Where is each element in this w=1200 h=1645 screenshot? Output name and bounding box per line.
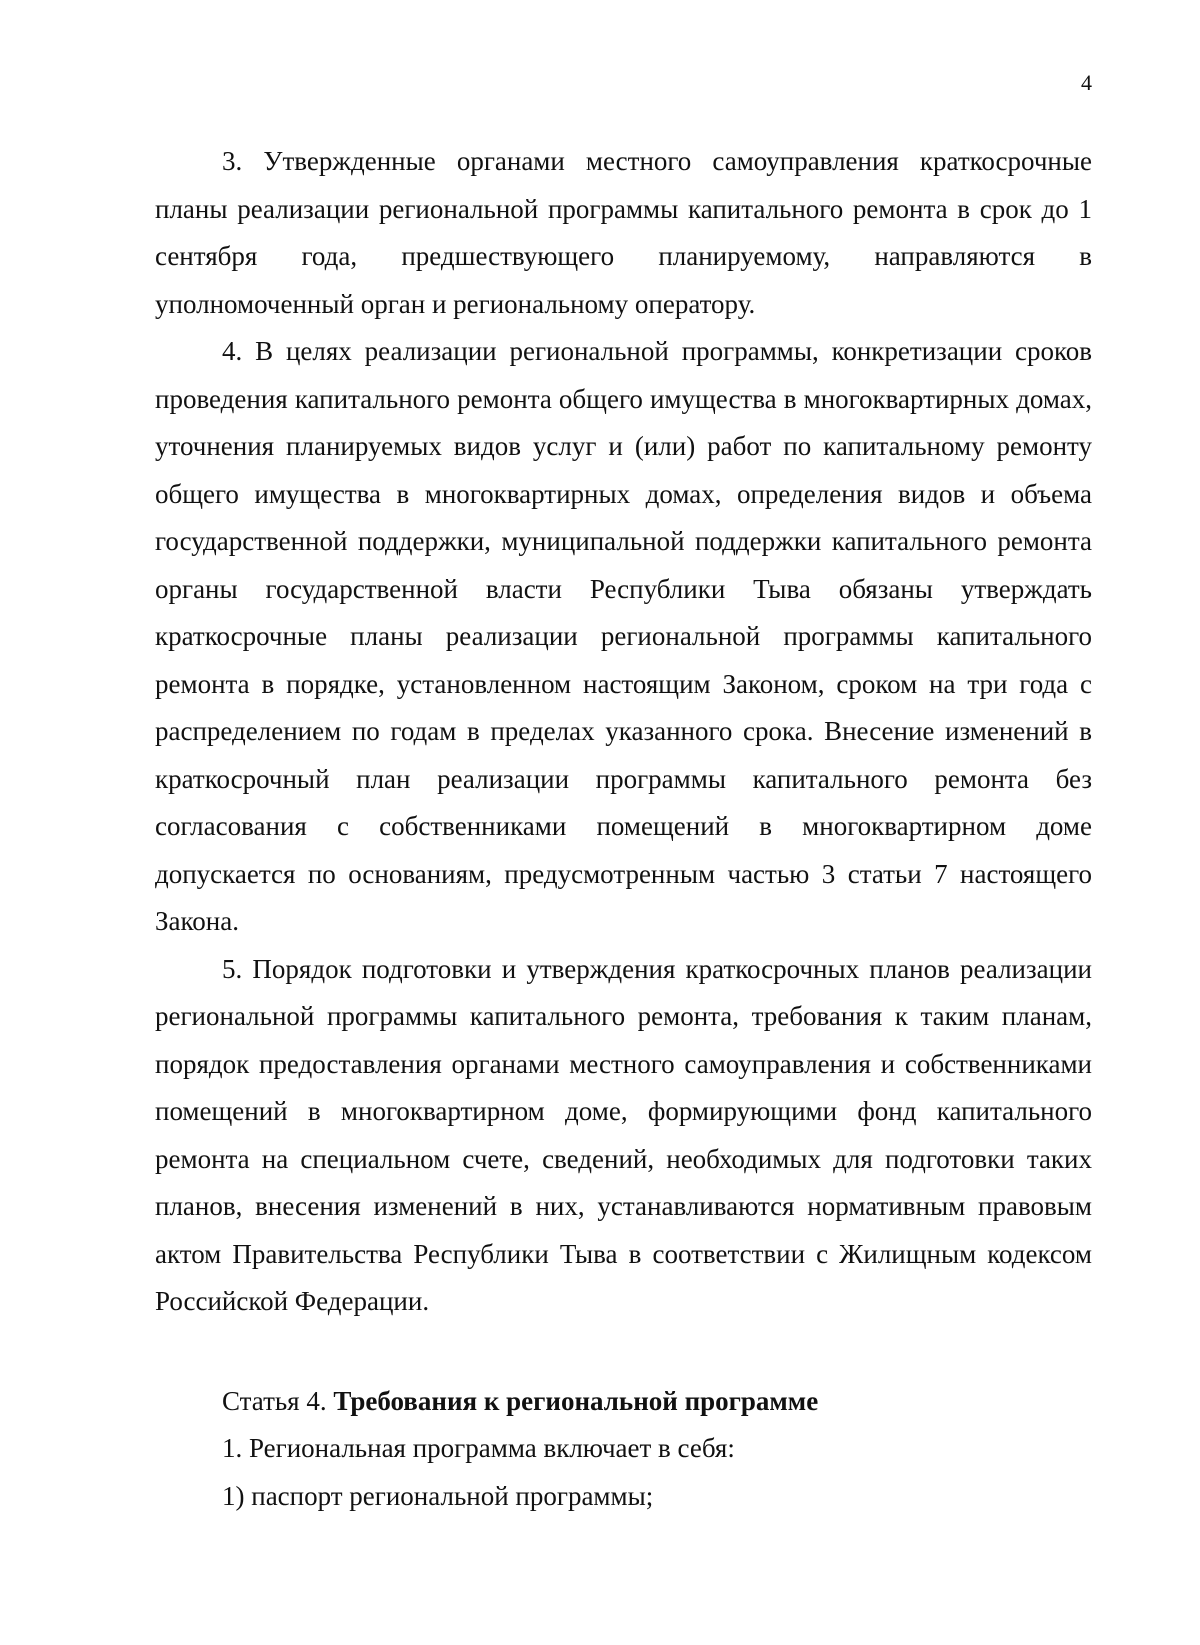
document-body xyxy=(155,138,1092,1520)
article-title: Требования к региональной программе xyxy=(333,1385,819,1416)
article-prefix: Статья 4. xyxy=(222,1385,327,1416)
paragraph-5: 5. Порядок подготовки и утверждения краткосрочных планов реализации региональной программы капитального ремонта, требования к таким планам, порядок предоставления органами местного самоуправления и собственниками помещений в многоквартирном доме, формирующими фонд капитального ремонта на специальном счете, сведений, необходимых для подготовки таких планов, внесения изменений в них, устанавливаются нормативным правовым актом Правительства Республики Тыва в соответствии с Жилищным кодексом Российской Федерации. xyxy=(155,953,1092,1316)
article-heading xyxy=(155,1378,1092,1426)
page-number: 4 xyxy=(1081,70,1092,95)
article-subitem-1: 1) паспорт региональной программы; xyxy=(222,1480,654,1511)
paragraph-4: 4. В целях реализации региональной программы, конкретизации сроков проведения капитального ремонта общего имущества в многоквартирных домах, уточнения планируемых видов услуг и (или) работ по капитальному ремонту общего имущества в многоквартирных домах, определения видов и объема государственной поддержки, муниципальной поддержки капитального ремонта органы государственной власти Республики Тыва обязаны утверждать краткосрочные планы реализации региональной программы капитального ремонта в порядке, установленном настоящим Законом, сроком на три года с распределением по годам в пределах указанного срока. Внесение изменений в краткосрочный план реализации программы капитального ремонта без согласования с собственниками помещений в многоквартирном доме допускается по основаниям, предусмотренным частью 3 статьи 7 настоящего Закона. xyxy=(155,336,1092,936)
article-item-1: 1. Региональная программа включает в себя: xyxy=(222,1433,735,1463)
paragraph-3: 3. Утвержденные органами местного самоуправления краткосрочные планы реализации региональной программы капитального ремонта в срок до 1 сентября года, предшествующего планируемому, направляются в уполномоченный орган и региональному оператору. xyxy=(155,146,1092,319)
